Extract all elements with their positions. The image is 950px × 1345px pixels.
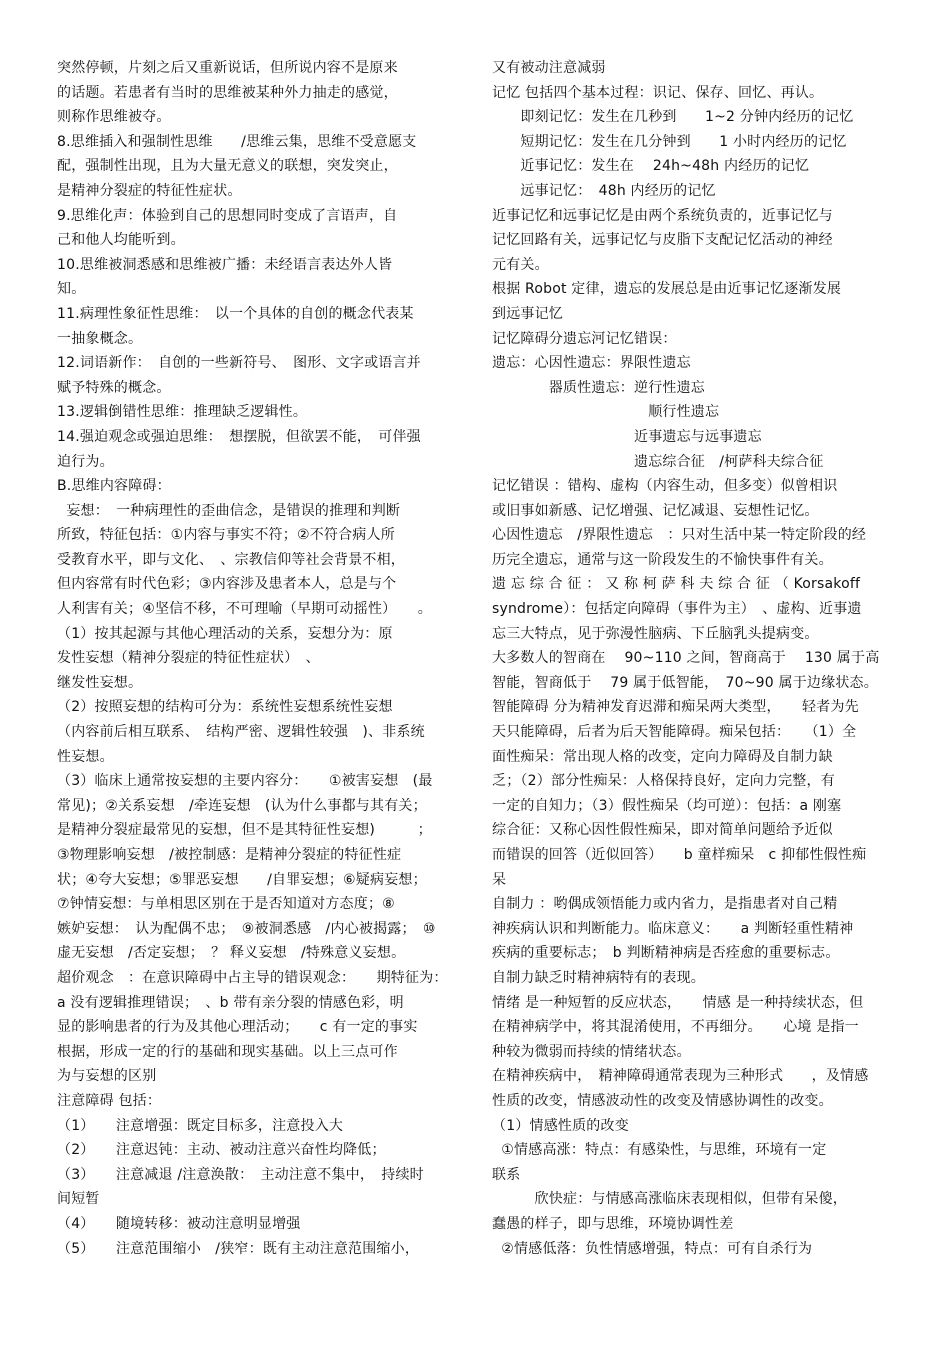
right-text-line: 记忆错误 ：错构、虚构（内容生动，但多变）似曾相识 (492, 478, 838, 495)
left-text-line: 一抽象概念。 (57, 330, 143, 347)
right-text-line: 短期记忆：发生在几分钟到 1 小时内经历的记忆 (492, 133, 847, 150)
right-text-line: 或旧事如新感、记忆增强、记忆减退、妄想性记忆。 (492, 502, 819, 519)
right-text-line: 心因性遗忘 /界限性遗忘 ：只对生活中某一特定阶段的经 (492, 527, 867, 544)
right-text-line: 近事记忆：发生在 24h~48h 内经历的记忆 (492, 158, 810, 175)
right-text-line: 即刻记忆：发生在几秒到 1~2 分钟内经历的记忆 (492, 109, 854, 126)
left-text-line: （1）按其起源与其他心理活动的关系，妄想分为：原 (57, 625, 393, 642)
left-text-line: 赋予特殊的概念。 (57, 379, 171, 396)
right-text-line: 忘三大特点，见于弥漫性脑病、下丘脑乳头提病变。 (492, 625, 819, 642)
left-text-line: 的话题。若患者有当时的思维被某种外力抽走的感觉， (57, 84, 398, 101)
left-text-line: （内容前后相互联系、 结构严密、逻辑性较强 )、非系统 (57, 724, 425, 741)
right-text-line: 远事记忆： 48h 内经历的记忆 (492, 182, 716, 199)
left-text-line: 但内容常有时代色彩；③内容涉及患者本人，总是与个 (57, 576, 397, 593)
left-text-line: 为与妄想的区别 (57, 1068, 157, 1085)
left-text-line: 突然停顿，片刻之后又重新说话，但所说内容不是原来 (57, 60, 398, 76)
right-text-line: ②情感低落：负性情感增强，特点：可有自杀行为 (492, 1240, 813, 1257)
right-text-line: 天只能障碍，后者为后天智能障碍。痴呆包括： （1）全 (492, 724, 857, 741)
left-text-line: 是精神分裂症的特征性症状。 (57, 182, 242, 199)
left-text-line: 12.词语新作： 自创的一些新符号、 图形、文字或语言并 (57, 355, 421, 372)
left-text-line: ⑦钟情妄想：与单相思区别在于是否知道对方态度；⑧ (57, 896, 395, 913)
right-text-line: 又有被动注意减弱 (492, 60, 606, 76)
right-text-line: 而错误的回答（近似回答） b 童样痴呆 c 抑郁性假性痴 (492, 847, 867, 863)
right-text-line: 记忆障碍分遗忘河记忆错误： (492, 330, 677, 347)
right-text-line: 智能障碍 分为精神发育迟滞和痴呆两大类型， 轻者为先 (492, 699, 859, 716)
right-text-line: 根据 Robot 定律，遗忘的发展总是由近事记忆逐渐发展 (492, 281, 842, 298)
left-text-line: 发性妄想（精神分裂症的特征性症状） 、 (57, 650, 320, 667)
left-text-line: 受教育水平，即与文化、 、宗教信仰等社会背景不相， (57, 551, 405, 568)
right-text-line: 疾病的重要标志； b 判断精神病是否痊愈的重要标志。 (492, 945, 840, 962)
left-text-line: 迫行为。 (57, 453, 114, 470)
left-text-line: 人利害有关；④坚信不移，不可理喻（早期可动摇性） 。 (57, 601, 432, 618)
right-text-line: 遗 忘 综 合 征 ： 又 称 柯 萨 科 夫 综 合 征 （ Korsakoff (492, 576, 861, 593)
right-text-line: 遗忘：心因性遗忘：界限性遗忘 (492, 355, 691, 372)
left-text-line: 根据，形成一定的行的基础和现实基础。以上三点可作 (57, 1043, 398, 1060)
right-column (492, 56, 892, 1261)
left-text-line: （4） 随境转移：被动注意明显增强 (57, 1215, 301, 1232)
right-text-line: 自制力缺乏时精神病特有的表现。 (492, 969, 705, 986)
right-text-line: 自制力 ：哟偶成领悟能力或内省力，是指患者对自己精 (492, 896, 838, 913)
left-text-line: 是精神分裂症最常见的妄想，但不是其特征性妄想) ； (57, 822, 432, 839)
left-text-line: 虚无妄想 /否定妄想； ？ 释义妄想 /特殊意义妄想。 (57, 945, 406, 962)
left-text-line: （3）临床上通常按妄想的主要内容分： ①被害妄想 (最 (57, 773, 433, 790)
left-text-line: 8.思维插入和强制性思维 /思维云集，思维不受意愿支 (57, 133, 417, 150)
left-text-line: 则称作思维被夺。 (57, 109, 171, 126)
left-text-line: 妄想： 一种病理性的歪曲信念，是错误的推理和判断 (57, 502, 401, 519)
left-text-line: ③物理影响妄想 /被控制感：是精神分裂症的特征性症 (57, 847, 402, 863)
right-text-line: 情绪 是一种短暂的反应状态， 情感 是一种持续状态，但 (492, 994, 864, 1011)
left-text-line: 注意障碍 包括： (57, 1092, 162, 1109)
right-text-line: 蠢愚的样子，即与思维，环境协调性差 (492, 1215, 734, 1232)
left-text-line: 9.思维化声：体验到自己的思想同时变成了言语声，自 (57, 207, 398, 224)
right-text-line: 遗忘综合征 /柯萨科夫综合征 (492, 453, 824, 470)
right-text-line: 到远事记忆 (492, 305, 563, 322)
right-text-line: 面性痴呆：常出现人格的改变，定向力障碍及自制力缺 (492, 748, 833, 765)
right-text-line: 记忆回路有关，远事记忆与皮脂下支配记忆活动的神经 (492, 232, 833, 249)
left-text-line: 配，强制性出现，且为大量无意义的联想，突发突止， (57, 158, 398, 175)
right-text-line: 顺行性遗忘 (492, 404, 720, 421)
left-text-line: 超价观念 ：在意识障碍中占主导的错误观念： 期特征为： (57, 969, 448, 986)
right-text-line: 种较为微弱而持续的情绪状态。 (492, 1043, 691, 1060)
left-text-line: 14.强迫观念或强迫思维： 想摆脱，但欲罢不能， 可伴强 (57, 428, 421, 445)
right-text-line: 神疾病认识和判断能力。临床意义： a 判断轻重性精神 (492, 920, 854, 937)
right-text-line: 元有关。 (492, 256, 549, 273)
right-text-line: 历完全遗忘，通常与这一阶段发生的不愉快事件有关。 (492, 551, 833, 568)
left-column (57, 56, 462, 1261)
left-text-line: 13.逻辑倒错性思维：推理缺乏逻辑性。 (57, 404, 308, 421)
left-text-line: 状；④夸大妄想；⑤罪恶妄想 /自罪妄想；⑥疑病妄想； (57, 871, 427, 888)
left-text-line: （3） 注意减退 /注意涣散： 主动注意不集中， 持续时 (57, 1166, 424, 1183)
right-text-line: 器质性遗忘：逆行性遗忘 (492, 379, 705, 396)
left-text-line: a 没有逻辑推理错误； 、b 带有亲分裂的情感色彩，明 (57, 994, 404, 1011)
right-text-line: 乏；（2）部分性痴呆：人格保持良好，定向力完整，有 (492, 773, 835, 790)
right-text-line: 综合征：又称心因性假性痴呆，即对简单问题给予近似 (492, 822, 833, 839)
left-text-line: （1） 注意增强：既定目标多，注意投入大 (57, 1117, 344, 1134)
right-text-line: 记忆 包括四个基本过程：识记、保存、回忆、再认。 (492, 84, 824, 101)
left-text-line: 间短暂 (57, 1191, 100, 1208)
left-text-line: 继发性妄想。 (57, 674, 143, 691)
right-text-line: （1）情感性质的改变 (492, 1117, 629, 1134)
left-text-line: 10.思维被洞悉感和思维被广播：未经语言表达外人皆 (57, 256, 393, 273)
right-text-line: 一定的自知力；（3）假性痴呆（均可逆）：包括：a 刚塞 (492, 797, 842, 814)
left-text-line: 性妄想。 (57, 748, 114, 765)
left-text-line: （2） 注意迟钝：主动、被动注意兴奋性均降低； (57, 1142, 386, 1159)
right-text-line: 性质的改变，情感波动性的改变及情感协调性的改变。 (492, 1092, 833, 1109)
right-text-line: 欣快症：与情感高涨临床表现相似，但带有呆傻， (492, 1191, 847, 1208)
right-text-line: 智能，智商低于 79 属于低智能， 70~90 属于边缘状态。 (492, 674, 878, 691)
left-text-line: （5） 注意范围缩小 /狭窄：既有主动注意范围缩小， (57, 1240, 420, 1257)
left-text-line: 知。 (57, 281, 86, 298)
left-text-line: 常见)；②关系妄想 /牵连妄想 (认为什么事都与其有关； (57, 797, 427, 814)
left-text-line: 11.病理性象征性思维： 以一个具体的自创的概念代表某 (57, 305, 414, 322)
right-text-line: 呆 (492, 871, 507, 888)
right-text-line: 联系 (492, 1166, 521, 1183)
left-text-line: B.思维内容障碍： (57, 478, 171, 495)
left-text-line: （2）按照妄想的结构可分为：系统性妄想系统性妄想 (57, 699, 393, 716)
left-text-line: 嫉妒妄想： 认为配偶不忠； ⑨被洞悉感 /内心被揭露； ⑩ (57, 920, 436, 937)
left-text-line: 己和他人均能听到。 (57, 232, 185, 249)
left-text-line: 所致，特征包括：①内容与事实不符；②不符合病人所 (57, 527, 395, 544)
right-text-line: 在精神疾病中， 精神障碍通常表现为三种形式 ，及情感 (492, 1068, 869, 1085)
right-text-line: 近事遗忘与远事遗忘 (492, 428, 762, 445)
right-text-line: 在精神病学中，将其混淆使用，不再细分。 心境 是指一 (492, 1019, 859, 1036)
right-text-line: ①情感高涨：特点：有感染性，与思维，环境有一定 (492, 1142, 827, 1159)
left-text-line: 显的影响患者的行为及其他心理活动； c 有一定的事实 (57, 1019, 418, 1036)
right-text-line: syndrome）：包括定向障碍（事件为主） 、虚构、近事遗 (492, 601, 862, 618)
right-text-line: 近事记忆和远事记忆是由两个系统负责的，近事记忆与 (492, 207, 833, 224)
right-text-line: 大多数人的智商在 90~110 之间，智商高于 130 属于高 (492, 650, 880, 667)
